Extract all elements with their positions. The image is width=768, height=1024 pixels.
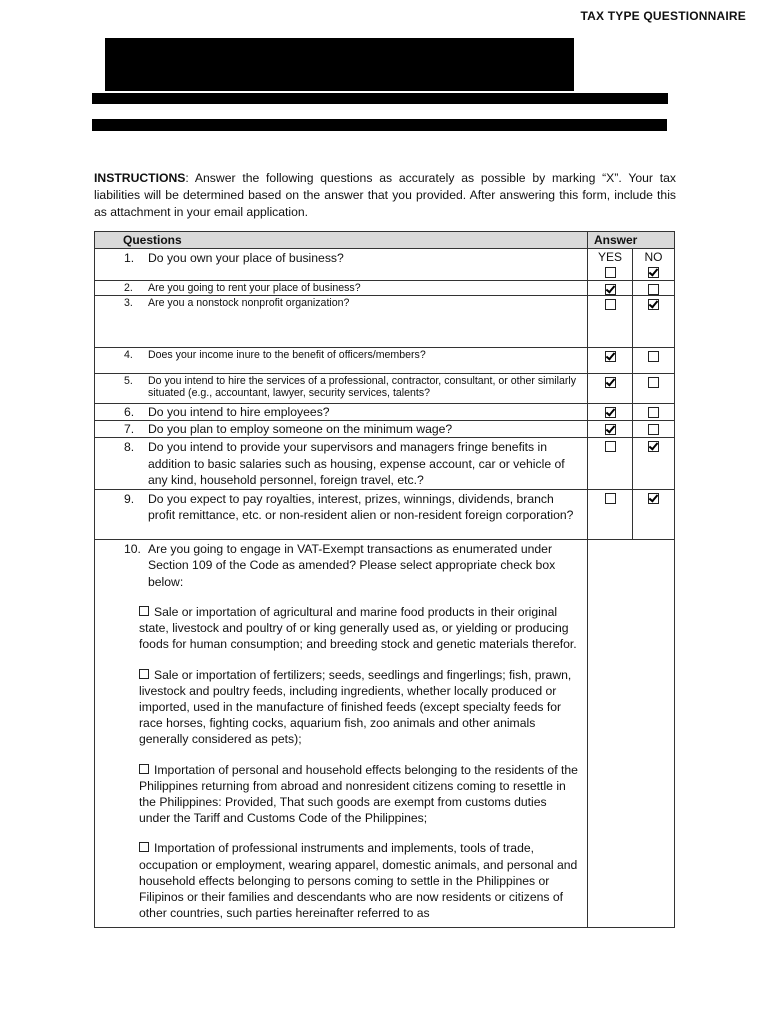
redaction-bar [92,93,668,104]
q5-no-checkbox[interactable] [648,377,659,388]
q7-no-checkbox[interactable] [648,424,659,435]
question-number: 6. [124,405,135,419]
question-number: 1. [124,251,135,265]
vat-option-4 [95,840,587,921]
instructions-paragraph [94,170,676,221]
question-text: Do you plan to employ someone on the minimum wage? [148,422,453,436]
yes-label: YES [597,250,622,264]
question-number: 5. [124,375,133,387]
question-row-7 [95,421,675,438]
q5-yes-checkbox[interactable] [605,377,616,388]
vat-option-checkbox[interactable] [139,669,149,679]
question-row-9 [95,489,675,539]
question-number: 7. [124,422,135,436]
table-header-row [95,232,675,249]
vat-option-3 [95,762,587,827]
q4-no-checkbox[interactable] [648,351,659,362]
question-text: Are you a nonstock nonprofit organization? [148,297,350,309]
question-text: Do you expect to pay royalties, interest, prizes, winnings, dividends, branch profit remittance, etc. or non-resident alien or non-resident foreign corporation? [148,491,574,522]
vat-option-text: Sale or importation of fertilizers; seeds, seedlings and fingerlings; fish, prawn, livestock and poultry feeds, including ingredients, whether locally produced or imported, used in the manufacture of finished feeds (except specialty feeds for race horses, fighting cocks, aquarium fish, zoo animals and other animals generally considered as pets); [139,667,572,747]
vat-option-2 [95,667,587,748]
question-row-1 [95,249,675,281]
vat-option-1 [95,604,587,653]
vat-option-checkbox[interactable] [139,842,149,852]
question-number: 9. [124,491,135,506]
q8-no-checkbox[interactable] [648,441,659,452]
instructions-label: INSTRUCTIONS [94,171,186,185]
q6-yes-checkbox[interactable] [605,407,616,418]
question-text: Are you going to rent your place of business? [148,282,361,294]
q6-no-checkbox[interactable] [648,407,659,418]
vat-option-text: Importation of professional instruments and implements, tools of trade, occupation or employment, wearing apparel, domestic animals, and personal and household effects belonging to persons coming to settle in the Philippines or Filipinos or their families and descendants who are now residents or citizens of other countries, such parties hereinafter referred to as [139,841,578,921]
no-label: NO [644,250,663,264]
questionnaire-table [94,231,675,928]
question-text: Do you intend to hire employees? [148,405,330,419]
question-number: 10. [124,541,141,556]
q8-yes-checkbox[interactable] [605,441,616,452]
redaction-bar [105,38,574,91]
question-row-6 [95,404,675,421]
question-text: Are you going to engage in VAT-Exempt transactions as enumerated under Section 109 of the Code as amended? Please select appropriate check box below: [148,541,556,589]
answer-header: Answer [588,232,675,249]
question-text: Do you intend to hire the services of a professional, contractor, consultant, or other similarly situated (e.g., accountant, lawyer, security services, talents? [148,375,577,399]
q7-yes-checkbox[interactable] [605,424,616,435]
question-number: 4. [124,349,133,361]
question-text: Does your income inure to the benefit of officers/members? [148,349,426,361]
vat-option-checkbox[interactable] [139,764,149,774]
redaction-bar [92,119,667,131]
question-number: 2. [124,282,133,294]
question-row-3 [95,296,675,348]
instructions-text: : Answer the following questions as accurately as possible by marking “X”. Your tax liabilities will be determined based on the answer that you provided. After answering this form, include this as attachment in your email application. [94,171,676,219]
q4-yes-checkbox[interactable] [605,351,616,362]
vat-option-text: Importation of personal and household effects belonging to the residents of the Philippines returning from abroad and nonresident citizens coming to resettle in the Philippines: Provided, That such goods are exempt from customs duties under the Tariff and Customs Code of the Philippines; [139,762,578,826]
question-text: Do you own your place of business? [148,251,344,265]
question-number: 8. [124,440,135,454]
question-row-2 [95,281,675,296]
vat-option-text: Sale or importation of agricultural and marine food products in their original state, livestock and poultry of or king generally used as, or yielding or producing foods for human consumption; and breeding stock and genetic materials therefor. [139,605,577,652]
q2-yes-checkbox[interactable] [605,284,616,295]
question-row-10 [95,539,675,927]
q1-yes-checkbox[interactable] [605,267,616,278]
vat-option-checkbox[interactable] [139,606,149,616]
document-title: TAX TYPE QUESTIONNAIRE [580,9,746,23]
questions-header: Questions [95,232,588,249]
q1-no-checkbox[interactable] [648,267,659,278]
q2-no-checkbox[interactable] [648,284,659,295]
q10-answer-cell [588,539,675,927]
question-row-4 [95,348,675,374]
question-number: 3. [124,297,133,309]
q3-no-checkbox[interactable] [648,299,659,310]
q3-yes-checkbox[interactable] [605,299,616,310]
q9-yes-checkbox[interactable] [605,493,616,504]
question-row-8 [95,438,675,490]
q9-no-checkbox[interactable] [648,493,659,504]
question-text: Do you intend to provide your supervisors and managers fringe benefits in addition to basic salaries such as housing, expense account, car or vehicle of any kind, household personnel, foreign travel, etc.? [148,440,565,487]
question-row-5 [95,374,675,404]
